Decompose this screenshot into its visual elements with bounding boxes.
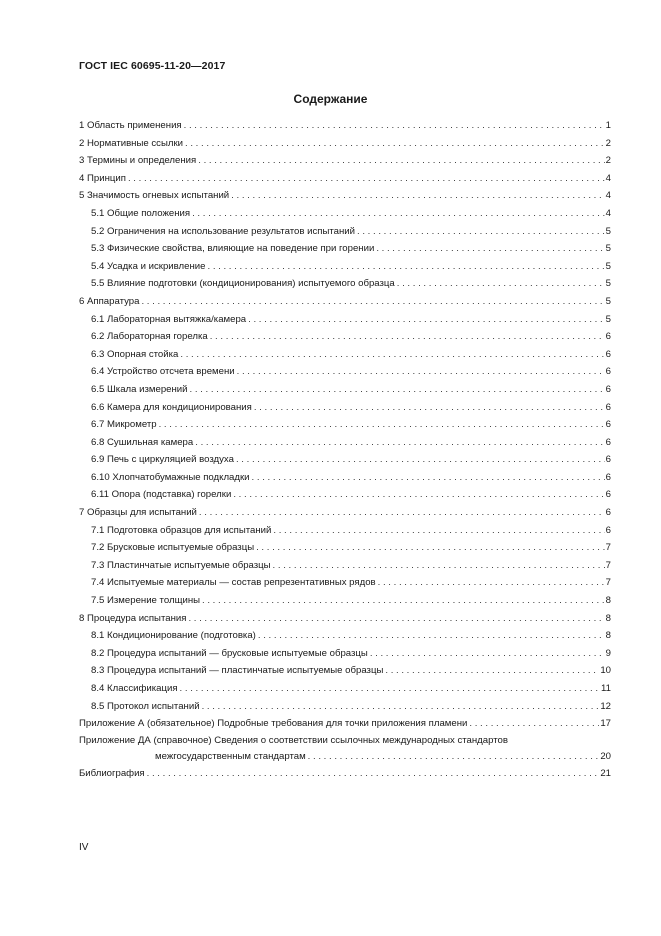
toc-leader-dots [378,574,605,592]
toc-entry-label: 8.5 Протокол испытаний [91,700,200,712]
toc-leader-dots [256,539,605,557]
toc-entry-label: 2 Нормативные ссылки [79,137,184,149]
toc-entry-page: 6 [605,507,611,519]
toc-entry[interactable] [79,522,611,540]
toc-entry[interactable] [79,381,611,399]
toc-entry-label: 6.10 Хлопчатобумажные подкладки [91,471,250,483]
toc-entry-label: 8.4 Классификация [91,683,178,694]
toc-leader-dots [357,223,605,241]
toc-leader-dots [385,662,599,680]
toc-entry[interactable] [79,610,611,628]
toc-entry-page: 5 [605,313,611,325]
toc-entry[interactable] [79,275,611,293]
toc-leader-dots [192,205,605,223]
toc-entry-page: 6 [605,436,611,448]
toc-entry-label: Библиография [79,767,145,779]
toc-entry-label: 6.9 Печь с циркуляцией воздуха [91,454,234,466]
toc-entry[interactable] [79,170,611,188]
toc-leader-dots [202,698,600,716]
toc-entry-page: 6 [605,471,611,483]
toc-entry-label: 8 Процедура испытания [79,612,187,624]
toc-entry[interactable] [79,557,611,575]
toc-entry[interactable] [79,311,611,329]
toc-entry-page: 5 [605,278,611,290]
toc-leader-dots [248,311,605,329]
document-header: ГОСТ IEC 60695-11-20—2017 [79,60,226,72]
toc-leader-dots [202,592,605,610]
toc-leader-dots [397,275,605,293]
toc-entry-label: 8.1 Кондиционирование (подготовка) [91,630,256,642]
toc-leader-dots [308,748,600,765]
toc-leader-dots [258,627,605,645]
toc-leader-dots [237,363,605,381]
toc-entry[interactable] [79,451,611,469]
toc-leader-dots [370,645,605,663]
toc-entry-label: 5.5 Влияние подготовки (кондиционирования) испытуемого образца [91,278,395,290]
toc-entry-label: 7.4 Испытуемые материалы — состав репрезентативных рядов [91,577,376,589]
toc-entry[interactable] [79,574,611,592]
toc-entry[interactable] [79,627,611,645]
toc-entry-page: 10 [600,665,611,677]
toc-leader-dots [198,152,604,170]
toc-entry-page: 8 [605,612,611,624]
toc-entry-page: 1 [605,120,611,131]
toc-entry-page: 20 [600,750,611,762]
page-number: IV [79,842,89,853]
toc-entry-page: 2 [605,137,611,149]
toc-entry-label: 6.7 Микрометр [91,419,157,431]
toc-leader-dots [236,451,605,469]
toc-entry[interactable] [79,135,611,153]
toc-leader-dots [185,135,605,153]
toc-leader-dots [376,240,604,258]
toc-leader-dots [207,258,604,276]
toc-entry-page: 5 [605,295,611,307]
toc-entry[interactable] [79,399,611,417]
toc-leader-dots [199,504,605,522]
toc-entry[interactable] [79,416,611,434]
toc-entry[interactable] [79,662,611,680]
toc-entry-label: 3 Термины и определения [79,155,197,167]
toc-entry-label: 1 Область применения [79,120,182,131]
toc-entry-page: 5 [605,260,611,272]
toc-leader-dots [147,765,600,783]
toc-entry-label: 7 Образцы для испытаний [79,507,197,519]
toc-entry-label: 6.11 Опора (подставка) горелки [91,489,232,501]
toc-entry-label: 6.1 Лабораторная вытяжка/камера [91,313,247,325]
toc-leader-dots [233,486,604,504]
toc-leader-dots [184,117,605,135]
toc-entry-page: 6 [605,331,611,343]
toc-entry-label: 6.4 Устройство отсчета времени [91,366,235,378]
toc-entry[interactable] [79,258,611,276]
toc-entry-page: 7 [605,559,611,571]
toc-entry-page: 6 [605,419,611,431]
toc-entry[interactable] [79,434,611,452]
toc-entry-label: 5.3 Физические свойства, влияющие на поведение при горении [91,243,375,255]
toc-entry-page: 8 [605,630,611,642]
toc-leader-dots [210,328,605,346]
toc-entry-page: 9 [605,647,611,659]
toc-entry-label: 6.8 Сушильная камера [91,436,194,448]
toc-leader-dots [190,381,605,399]
toc-entry-label: 5.4 Усадка и искривление [91,260,206,272]
toc-entry[interactable] [79,680,611,698]
toc-leader-dots [180,346,604,364]
toc-entry[interactable] [79,328,611,346]
toc-entry-label: 4 Принцип [79,172,126,184]
toc-entry-page: 6 [605,524,611,536]
toc-leader-dots [469,715,599,733]
toc-entry-page: 4 [605,172,611,184]
toc-entry[interactable] [79,363,611,381]
toc-entry[interactable] [79,117,611,135]
toc-entry[interactable] [79,152,611,170]
toc-leader-dots [273,522,604,540]
page-title: Содержание [293,92,368,106]
toc-entry-page: 6 [605,454,611,466]
toc-entry-label: 5.1 Общие положения [91,207,191,219]
toc-entry-page: 5 [605,243,611,255]
toc-entry-page: 8 [605,595,611,607]
toc-entry-label: 7.1 Подготовка образцов для испытаний [91,524,272,536]
toc-leader-dots [252,469,605,487]
toc-entry[interactable] [79,469,611,487]
toc-entry-label-line1: Приложение ДА (справочное) Сведения о соответствии ссылочных международных стандартов [79,734,508,746]
toc-entry-page: 6 [605,383,611,395]
toc-entry[interactable] [79,293,611,311]
toc-entry-page: 6 [605,366,611,378]
toc-entry-label: 6 Аппаратура [79,295,140,307]
toc-leader-dots [188,610,604,628]
toc-entry-page: 21 [600,767,611,779]
toc-entry-label: 5.2 Ограничения на использование результатов испытаний [91,225,355,237]
toc-entry[interactable] [79,486,611,504]
toc-entry[interactable] [79,205,611,223]
toc-entry[interactable] [79,240,611,258]
toc-entry[interactable] [79,187,611,205]
toc-entry-label: 7.2 Брусковые испытуемые образцы [91,542,255,554]
toc-entry-page: 2 [605,155,611,167]
toc-leader-dots [180,680,601,698]
toc-entry-label: 6.3 Опорная стойка [91,348,179,360]
toc-entry[interactable] [79,715,611,733]
toc-entry-bibliography[interactable] [79,765,611,783]
toc-entry-page: 12 [600,700,611,712]
toc-entry-page: 11 [601,683,611,694]
toc-entry-page: 4 [605,190,611,202]
toc-leader-dots [231,187,604,205]
toc-entry-appendix-da[interactable] [79,733,611,765]
toc-leader-dots [273,557,605,575]
toc-leader-dots [254,399,605,417]
toc-entry[interactable] [79,504,611,522]
toc-leader-dots [141,293,604,311]
toc-entry-page: 7 [605,577,611,589]
toc-entry[interactable] [79,346,611,364]
toc-entry-label: 8.3 Процедура испытаний — пластинчатые испытуемые образцы [91,665,384,677]
toc-leader-dots [128,170,605,188]
toc-entry-page: 6 [605,489,611,501]
toc-leader-dots [195,434,604,452]
toc-entry-page: 17 [600,718,611,730]
toc-entry-page: 6 [605,401,611,413]
toc-entry-page: 6 [605,348,611,360]
toc-entry-label: Приложение А (обязательное) Подробные требования для точки приложения пламени [79,718,468,730]
toc-entry[interactable] [79,223,611,241]
toc-entry-label: 7.3 Пластинчатые испытуемые образцы [91,559,271,571]
toc-entry[interactable] [79,539,611,557]
table-of-contents [79,117,611,782]
toc-entry[interactable] [79,698,611,716]
toc-entry-label: 6.2 Лабораторная горелка [91,331,208,343]
toc-entry[interactable] [79,645,611,663]
toc-entry-page: 7 [605,542,611,554]
toc-entry[interactable] [79,592,611,610]
toc-entry-page: 4 [605,207,611,219]
toc-entry-page: 5 [605,225,611,237]
toc-entry-label: 7.5 Измерение толщины [91,595,201,607]
toc-entry-label: 8.2 Процедура испытаний — брусковые испытуемые образцы [91,647,368,659]
toc-leader-dots [159,416,605,434]
toc-entry-label: 5 Значимость огневых испытаний [79,190,230,202]
toc-entry-label-line2: межгосударственным стандартам [155,750,306,762]
toc-entry-label: 6.6 Камера для кондиционирования [91,401,252,413]
toc-entry-label: 6.5 Шкала измерений [91,383,188,395]
